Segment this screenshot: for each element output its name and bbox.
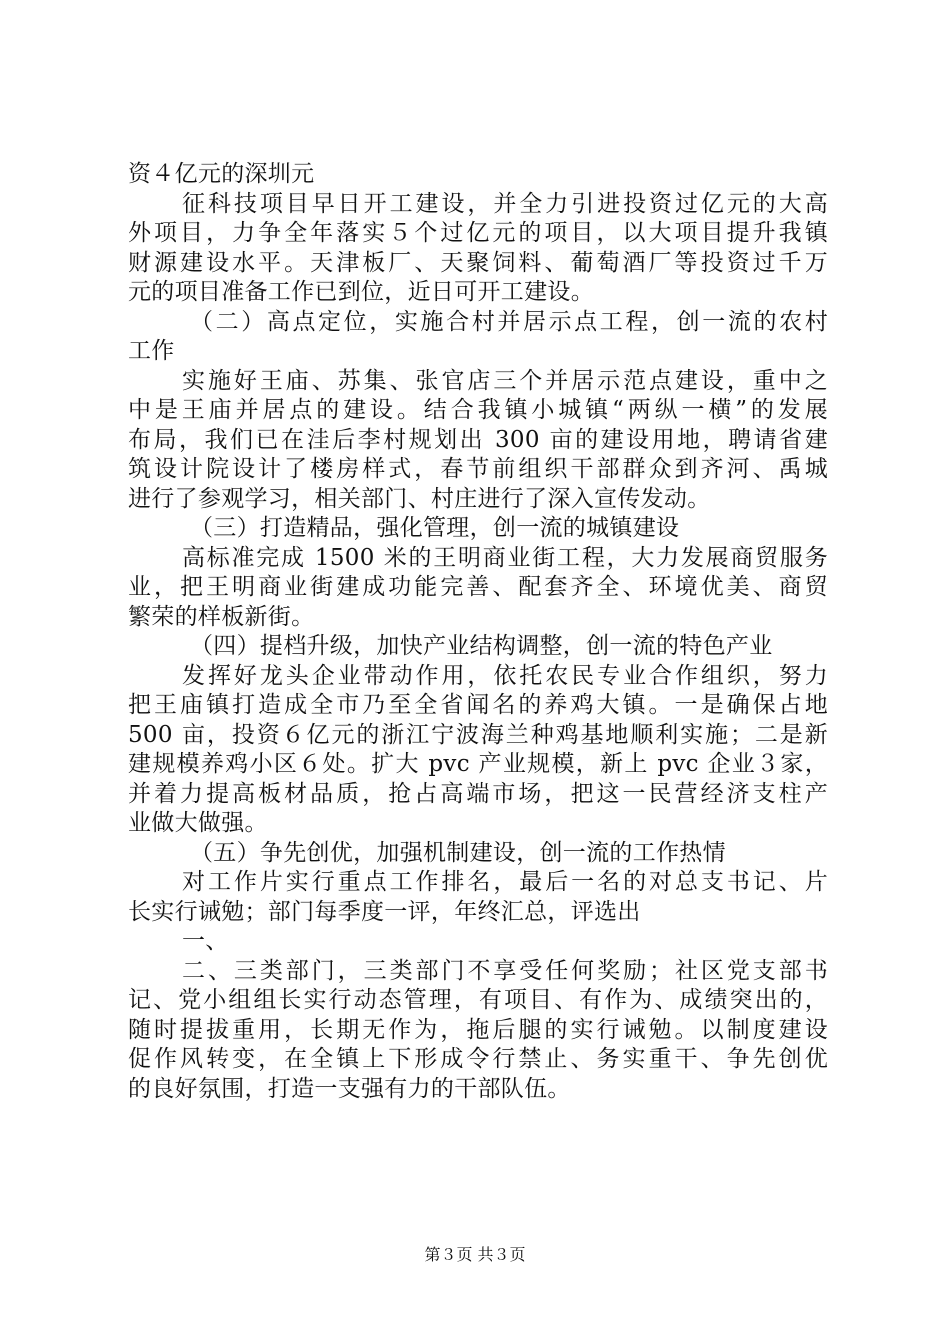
text-line: 记、党小组组长实行动态管理，有项目、有作为、成绩突出的， xyxy=(128,987,828,1013)
text-line: 建规模养鸡小区６处。扩大 pvc 产业规模，新上 pvc 企业３家， xyxy=(128,751,828,777)
text-line: 资４亿元的深圳元 xyxy=(128,161,315,187)
text-line: 随时提拔重用，长期无作为，拖后腿的实行诫勉。以制度建设 xyxy=(128,1016,828,1043)
page-footer: 第３页 共３页 xyxy=(424,1245,526,1264)
text-line: 元的项目准备工作已到位，近日可开工建设。 xyxy=(128,279,594,305)
text-line: 外项目，力争全年落实５个过亿元的项目，以大项目提升我镇 xyxy=(128,220,828,246)
text-line: 征科技项目早日开工建设，并全力引进投资过亿元的大高 xyxy=(182,190,828,217)
text-line: 一、 xyxy=(182,928,229,954)
text-line: （二）高点定位，实施合村并居示点工程，创一流的农村 xyxy=(190,308,828,335)
text-line: （五）争先创优，加强机制建设，创一流的工作热情 xyxy=(190,839,726,866)
document-body xyxy=(128,160,828,1104)
text-line: 的良好氛围，打造一支强有力的干部队伍。 xyxy=(128,1075,571,1102)
text-line: 把王庙镇打造成全市乃至全省闻名的养鸡大镇。一是确保占地 xyxy=(128,692,828,718)
text-line: 财源建设水平。天津板厂、天聚饲料、葡萄酒厂等投资过千万 xyxy=(128,249,828,276)
text-line: 筑设计院设计了楼房样式，春节前组织干部群众到齐河、禹城 xyxy=(128,456,828,482)
text-line: 并着力提高板材品质，抢占高端市场，把这一民营经济支柱产 xyxy=(128,780,828,807)
text-line: 500 亩，投资６亿元的浙江宁波海兰种鸡基地顺利实施；二是新 xyxy=(128,721,828,748)
text-line: 繁荣的样板新街。 xyxy=(128,603,315,630)
text-line: （三）打造精品，强化管理，创一流的城镇建设 xyxy=(190,515,680,541)
text-line: 工作 xyxy=(128,338,175,364)
text-line: 中是王庙并居点的建设。结合我镇小城镇“两纵一横”的发展 xyxy=(128,397,828,423)
text-line: 对工作片实行重点工作排名，最后一名的对总支书记、片 xyxy=(182,869,828,895)
text-line: 促作风转变，在全镇上下形成令行禁止、务实重干、争先创优 xyxy=(128,1046,828,1072)
text-line: 发挥好龙头企业带动作用，依托农民专业合作组织，努力 xyxy=(182,662,828,689)
text-line: 业做大做强。 xyxy=(128,810,268,836)
text-line: 高标准完成 1500 米的王明商业街工程，大力发展商贸服务 xyxy=(182,544,828,571)
text-line: 进行了参观学习，相关部门、村庄进行了深入宣传发动。 xyxy=(128,485,711,512)
text-line: 实施好王庙、苏集、张官店三个并居示范点建设，重中之 xyxy=(182,367,828,394)
text-line: 长实行诫勉；部门每季度一评，年终汇总，评选出 xyxy=(128,898,641,925)
text-line: 业，把王明商业街建成功能完善、配套齐全、环境优美、商贸 xyxy=(128,574,828,600)
text-line: 布局，我们已在洼后李村规划出 300 亩的建设用地，聘请省建 xyxy=(128,426,828,453)
text-line: （四）提档升级，加快产业结构调整，创一流的特色产业 xyxy=(190,633,773,659)
text-line: 二、三类部门，三类部门不享受任何奖励；社区党支部书 xyxy=(182,957,828,984)
